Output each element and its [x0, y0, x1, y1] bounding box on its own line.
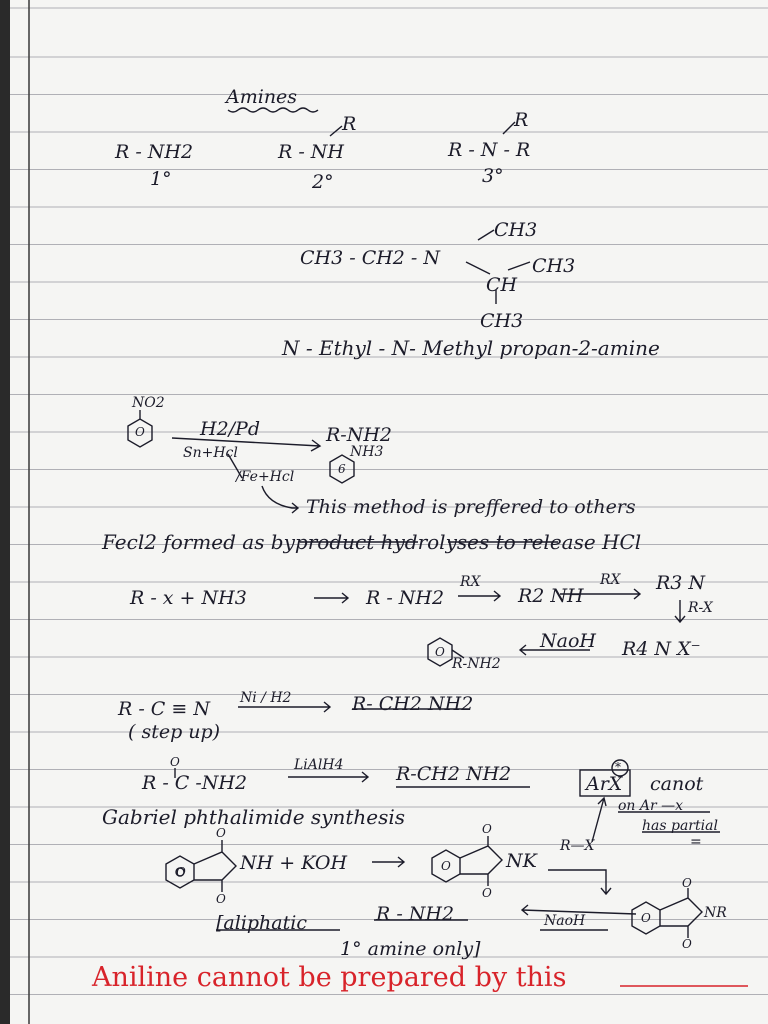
- alkylation-arrow-4: [675, 600, 685, 622]
- ch3-top-group: CH3: [494, 219, 538, 241]
- ch3-bottom-group: CH3: [480, 310, 524, 332]
- aniline-ring-label: 6: [338, 462, 346, 476]
- secondary-amine-label: 2°: [312, 171, 334, 193]
- on-ar-x-text: on Ar —x: [618, 798, 684, 814]
- k-phthalimide-bottom-o: O: [482, 886, 492, 900]
- quaternary-salt: R4 N X⁻: [622, 638, 701, 660]
- k-phthalimide-top-o: O: [482, 822, 492, 836]
- alkylation-arrow-1: [314, 593, 348, 603]
- example-name: N - Ethyl - N- Methyl propan-2-amine: [282, 336, 660, 360]
- nitro-group: NO2: [132, 395, 165, 411]
- aniline-footnote: Aniline cannot be prepared by this: [92, 962, 567, 993]
- alkylation-ring-label: O: [435, 645, 445, 659]
- phthalimide-ring-label: O: [176, 865, 186, 879]
- alkylation-arrow-2: [458, 591, 500, 601]
- alkylation-aniline: R-NH2: [452, 656, 501, 672]
- k-phthalimide-nk: NK: [506, 850, 537, 872]
- primary-amine-formula: R - NH2: [115, 141, 194, 163]
- n-alkyl-bottom-o: O: [682, 937, 692, 951]
- primary-amine-label: 1°: [150, 168, 172, 190]
- n-alkyl-ring-label: O: [641, 911, 651, 925]
- reagent-h2-pd: H2/Pd: [200, 418, 261, 440]
- naoh-label: NaoH: [540, 630, 596, 652]
- title-underline: [228, 108, 318, 112]
- n-to-ch-bond: [466, 262, 490, 274]
- tertiary-amine-label: 3°: [482, 165, 504, 187]
- secondary-amine-formula: R - NH: [278, 141, 344, 163]
- gabriel-title: Gabriel phthalimide synthesis: [102, 805, 406, 829]
- fecl2-note: Fecl2 formed as byproduct hydrolyses to release HCl: [102, 530, 642, 554]
- amide-carbonyl-o: O: [170, 755, 180, 769]
- star-mark: *: [615, 760, 621, 774]
- ethyl-chain: CH3 - CH2 - N: [300, 247, 441, 269]
- alkylation-rx-2: RX: [600, 572, 621, 588]
- phthalimide-bottom-o: O: [216, 892, 226, 906]
- tertiary-amine-formula: R - N - R: [448, 139, 531, 161]
- alkylation-secondary: R2 NH: [518, 585, 584, 607]
- alkylation-primary: R - NH2: [366, 587, 445, 609]
- alkylation-tertiary: R3 N: [656, 572, 706, 594]
- reagent-sn-hcl: Sn+Hcl: [183, 445, 238, 461]
- aliphatic-label: [aliphatic: [216, 912, 307, 934]
- n-alkyl-nr: NR: [704, 905, 727, 921]
- n-alkyl-top-o: O: [682, 876, 692, 890]
- koh-arrow: [372, 857, 404, 867]
- k-phthalimide-bonds: [460, 836, 502, 886]
- nitrile-reactant: R - C ≡ N: [118, 698, 210, 720]
- phthalimide-nh-koh: NH + KOH: [240, 852, 348, 874]
- canot-text: canot: [650, 773, 704, 795]
- ch3-side-bond: [508, 262, 530, 270]
- reagent-fe-hcl: /Fe+Hcl: [236, 469, 295, 485]
- reduction-product: R-NH2: [326, 424, 393, 446]
- amide-product: R-CH2 NH2: [396, 763, 512, 785]
- nitrile-product: R- CH2 NH2: [352, 693, 474, 715]
- ch-group: CH: [486, 274, 518, 296]
- note-pointer-arrow: [262, 486, 298, 513]
- tertiary-amine-branch: R: [514, 109, 529, 131]
- phthalimide-bonds: [194, 840, 236, 892]
- ch3-side-group: CH3: [532, 255, 576, 277]
- amide-arrow: [288, 772, 368, 782]
- rx-pointer-arrow: [592, 798, 606, 842]
- alkylation-rx-1: RX: [460, 574, 481, 590]
- rx-step-arrow: [548, 870, 611, 894]
- amide-reagent: LiAlH4: [294, 757, 344, 773]
- ch3-top-bond: [478, 230, 494, 240]
- nitrobenzene-ring-label: O: [135, 425, 145, 439]
- secondary-branch-bond: [330, 126, 342, 136]
- k-phthalimide-ring-label: O: [441, 859, 451, 873]
- alkylation-rx-3: R-X: [688, 600, 713, 616]
- primary-amine-only: 1° amine only]: [340, 938, 481, 960]
- phthalimide-top-o: O: [216, 826, 226, 840]
- arx-box-text: ArX: [586, 773, 623, 795]
- has-partial-text: has partial: [642, 818, 718, 834]
- alkylation-reactant: R - x + NH3: [130, 587, 247, 609]
- page-title: Amines: [226, 86, 298, 108]
- n-alkyl-bonds: [660, 888, 702, 938]
- preferred-method-note: This method is preffered to others: [306, 496, 636, 518]
- step-up-note: ( step up): [128, 721, 221, 743]
- primary-amine-product: R - NH2: [376, 903, 455, 925]
- secondary-amine-branch: R: [342, 113, 357, 135]
- alkyl-halide-label: R—X: [560, 838, 595, 854]
- has-partial-equals: =: [690, 834, 702, 850]
- amide-reactant: R - C -NH2: [142, 772, 248, 794]
- reduction-product-nh3: NH3: [350, 444, 384, 460]
- nitrile-reagent: Ni / H2: [240, 690, 292, 706]
- gabriel-naoh-label: NaoH: [544, 913, 586, 929]
